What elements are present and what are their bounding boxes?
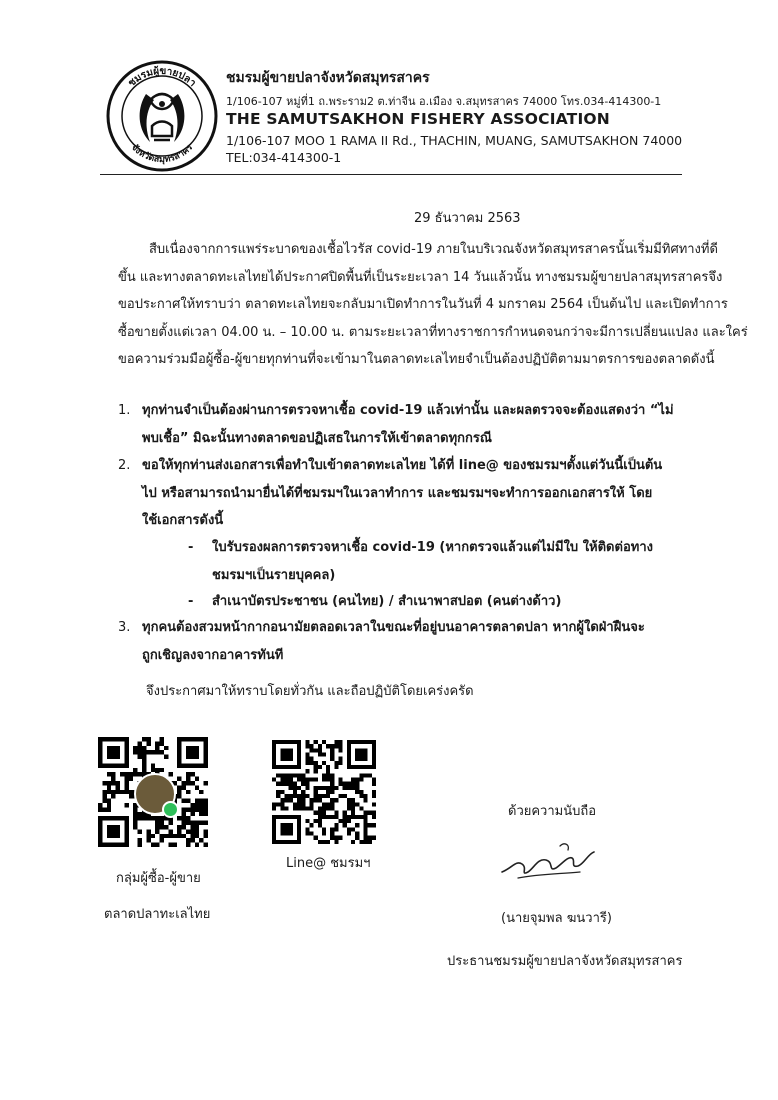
- qr-caption-line-official: Line@ ชมรมฯ: [286, 856, 371, 871]
- signer-name: (นายจุมพล ฆนวารี): [501, 911, 612, 926]
- rule-number: 3.: [118, 620, 131, 635]
- rule-number: 1.: [118, 403, 131, 418]
- line-official-qr-code[interactable]: [272, 740, 376, 844]
- org-address-english: 1/106-107 MOO 1 RAMA II Rd., THACHIN, MUANG, SAMUTSAKHON 74000: [226, 133, 683, 148]
- intro-line: ขอประกาศให้ทราบว่า ตลาดทะเลไทยจะกลับมาเปิดทำการในวันที่ 4 มกราคม 2564 เป็นต้นไป และเปิดทำการ: [118, 297, 728, 312]
- org-telephone: TEL:034-414300-1: [226, 150, 342, 165]
- subitem-bullet: -: [188, 594, 194, 609]
- buyer-seller-group-qr-code[interactable]: [98, 737, 208, 847]
- intro-line: ซื้อขายตั้งแต่เวลา 04.00 น. – 10.00 น. ตามระยะเวลาที่ทางราชการกำหนดจนกว่าจะมีการเปลี่ยนแปลง และใคร่: [118, 324, 748, 340]
- closing-regards: ด้วยความนับถือ: [508, 804, 597, 819]
- intro-line: ขอความร่วมมือผู้ซื้อ-ผู้ขายทุกท่านที่จะเข้ามาในตลาดทะเลไทยจำเป็นต้องปฏิบัติตามมาตรการของตลาดดังนี้: [118, 352, 715, 367]
- signer-title: ประธานชมรมผู้ขายปลาจังหวัดสมุทรสาคร: [447, 954, 683, 969]
- rule-line: ไป หรือสามารถนำมายื่นได้ที่ชมรมฯในเวลาทำการ และชมรมฯจะทำการออกเอกสารให้ โดย: [142, 485, 653, 501]
- org-name-thai: ชมรมผู้ขายปลาจังหวัดสมุทรสาคร: [226, 70, 430, 86]
- qr-caption-group-line2: ตลาดปลาทะเลไทย: [104, 907, 211, 922]
- association-seal-logo: [106, 60, 218, 172]
- qr-caption-group-line1: กลุ่มผู้ซื้อ-ผู้ขาย: [116, 871, 201, 886]
- qr-code-icon: [272, 740, 376, 844]
- letterhead-divider: [100, 174, 682, 175]
- rule-line: ทุกท่านจำเป็นต้องผ่านการตรวจหาเชื้อ covid-19 แล้วเท่านั้น และผลตรวจจะต้องแสดงว่า “ไม่: [142, 403, 674, 418]
- seal-text-bottom: จังหวัดสมุทรสาคร: [128, 142, 196, 166]
- rule-item-3: [118, 614, 690, 669]
- rule-item-1: [118, 397, 690, 452]
- rule-line: ใช้เอกสารดังนี้: [142, 513, 224, 528]
- closing-statement: จึงประกาศมาให้ทราบโดยทั่วกัน และถือปฏิบัติโดยเคร่งครัด: [146, 684, 474, 699]
- document-date: 29 ธันวาคม 2563: [414, 211, 521, 226]
- intro-line: สืบเนื่องจากการแพร่ระบาดของเชื้อไวรัส covid-19 ภายในบริเวณจังหวัดสมุทรสาครนั้นเริ่มมีทิศทางที่ดี: [149, 242, 718, 257]
- org-name-english: THE SAMUTSAKHON FISHERY ASSOCIATION: [226, 110, 610, 128]
- intro-paragraph: [118, 236, 748, 374]
- line-app-icon: [162, 801, 179, 818]
- intro-line: ขึ้น และทางตลาดทะเลไทยได้ประกาศปิดพื้นที่เป็นระยะเวลา 14 วันแล้วนั้น ทางชมรมผู้ขายปลาสมุทรสาครจึง: [118, 269, 723, 285]
- rule-number: 2.: [118, 458, 131, 473]
- seal-text-top: ชมรมผู้ขายปลา: [126, 65, 198, 90]
- rule-line: ทุกคนต้องสวมหน้ากากอนามัยตลอดเวลาในขณะที่อยู่บนอาคารตลาดปลา หากผู้ใดฝ่าฝืนจะ: [142, 620, 645, 635]
- rule-line: ถูกเชิญลงจากอาคารทันที: [142, 647, 284, 663]
- org-address-thai: 1/106-107 หมู่ที่1 ถ.พระราม2 ต.ท่าจีน อ.เมือง จ.สมุทรสาคร 74000 โทร.034-414300-1: [226, 95, 662, 108]
- handwritten-signature: [498, 838, 598, 884]
- subitem-bullet: -: [188, 540, 194, 555]
- rule-line: พบเชื้อ” มิฉะนั้นทางตลาดขอปฏิเสธในการให้เข้าตลาดทุกกรณี: [142, 430, 492, 446]
- rule-line: ขอให้ทุกท่านส่งเอกสารเพื่อทำใบเข้าตลาดทะเลไทย ได้ที่ line@ ของชมรมฯตั้งแต่วันนี้เป็นต้น: [142, 458, 663, 473]
- subitem-line: ชมรมฯเป็นรายบุคคล): [212, 567, 336, 583]
- subitem-line: สำเนาบัตรประชาชน (คนไทย) / สำเนาพาสปอต (คนต่างด้าว): [212, 594, 562, 609]
- rule-item-2: [118, 452, 690, 535]
- subitem-line: ใบรับรองผลการตรวจหาเชื้อ covid-19 (หากตรวจแล้วแต่ไม่มีใบ ให้ติดต่อทาง: [212, 540, 653, 555]
- document-subitem-2: [188, 588, 561, 616]
- document-subitem-1: [188, 534, 653, 589]
